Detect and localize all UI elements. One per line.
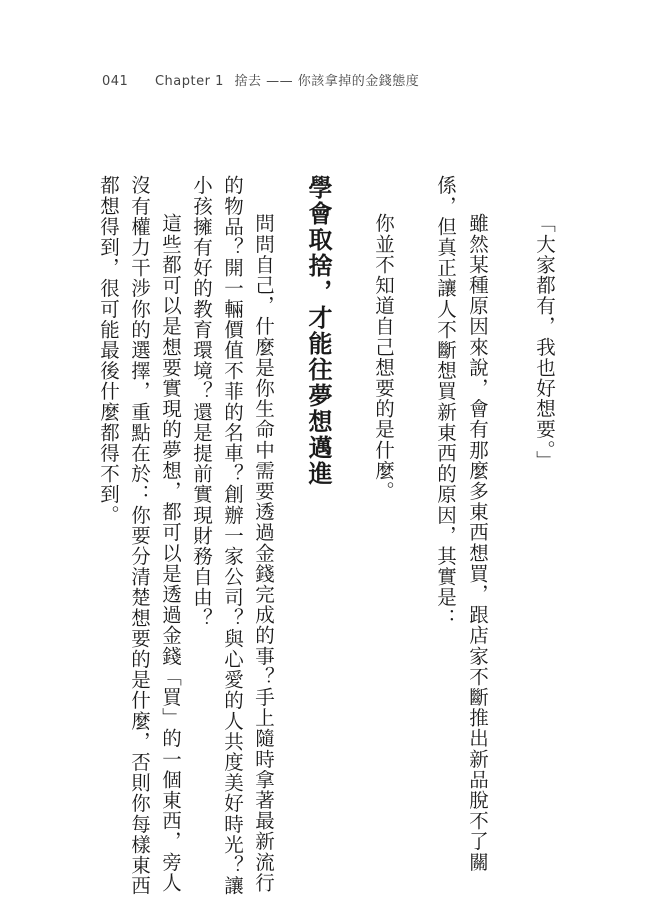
statement-line: 你並不知道自己想要的是什麼。 [372, 213, 395, 502]
paragraph-2-line-2: 的物品？開一輛價值不菲的名車？創辦一家公司？與心愛的人共度美好時光？讓 [221, 175, 244, 896]
paragraph-3-line-3: 都想得到，很可能最後什麼都得不到。 [97, 175, 120, 526]
chapter-title: 捨去 —— 你該拿掉的金錢態度 [234, 74, 420, 89]
paragraph-1-line-2: 係，但真正讓人不斷想買新東西的原因，其實是： [434, 175, 457, 629]
page-header [102, 70, 419, 89]
paragraph-3-line-2: 沒有權力干涉你的選擇，重點在於：你要分清楚想要的是什麼，否則你每樣東西 [128, 175, 151, 896]
paragraph-1-line-1: 雖然某種原因來說，會有那麼多東西想買，跟店家不斷推出新品脫不了關 [466, 213, 489, 873]
paragraph-2-line-3: 小孩擁有好的教育環境？還是提前實現財務自由？ [190, 175, 213, 629]
quote-line: 「大家都有，我也好想要。」 [533, 213, 556, 472]
paragraph-2-line-1: 問問自己，什麼是你生命中需要透過金錢完成的事？手上隨時拿著最新流行 [252, 213, 275, 893]
section-heading: 學會取捨，才能往夢想邁進 [304, 175, 332, 487]
page-number: 041 [102, 74, 129, 89]
paragraph-3-line-1: 這些都可以是想要實現的夢想，都可以是透過金錢「買」的一個東西，旁人 [159, 213, 182, 893]
chapter-label: Chapter 1 [154, 74, 224, 89]
